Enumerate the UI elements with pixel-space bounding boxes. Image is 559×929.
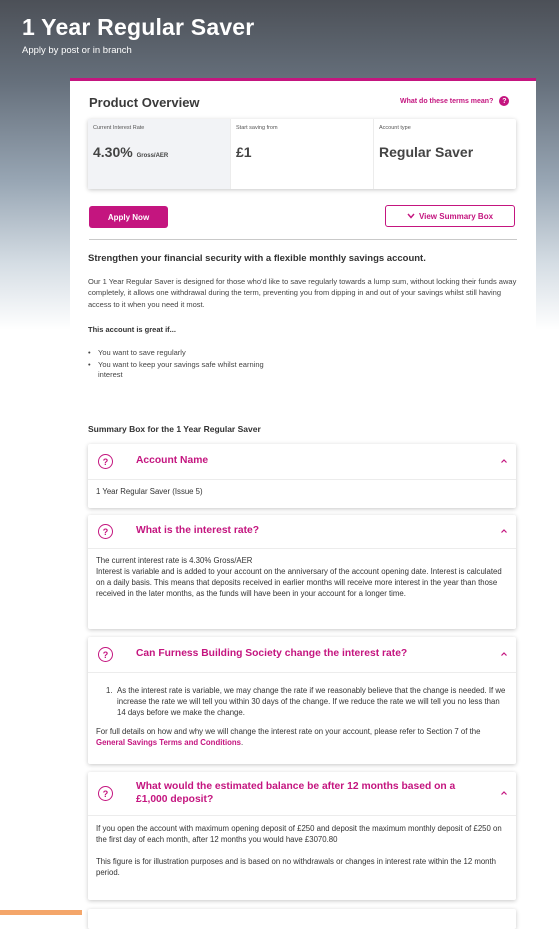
chevron-up-icon: [500, 650, 508, 658]
question-circle-icon: ?: [98, 786, 113, 801]
accordion-text: If you open the account with maximum opening deposit of £250 and deposit the maximum monthly deposit of £250 on the first day of each month, after 12 months you would have £3070.80: [96, 824, 502, 844]
general-terms-link[interactable]: General Savings Terms and Conditions: [96, 738, 241, 747]
accordion-header[interactable]: [88, 515, 516, 549]
description-lead: Strengthen your financial security with a flexible monthly savings account.: [88, 253, 426, 264]
terms-help-label: What do these terms mean?: [400, 97, 494, 105]
question-circle-icon: ?: [98, 647, 113, 662]
rate-box-value: £1: [236, 144, 252, 160]
interest-rate-value: 4.30%: [93, 144, 133, 160]
numbered-item: [96, 685, 508, 718]
list-item: • You want to save regularly: [88, 348, 288, 358]
accordion-title: Can Furness Building Society change the interest rate?: [136, 648, 408, 659]
question-circle-icon: ?: [499, 96, 509, 106]
view-summary-box-button[interactable]: [385, 205, 515, 227]
question-circle-icon: ?: [98, 524, 113, 539]
accordion-interest-rate: [88, 515, 516, 629]
great-if-heading: This account is great if...: [88, 325, 176, 334]
accordion-estimated-balance: [88, 772, 516, 900]
accordion-header[interactable]: [88, 637, 516, 673]
accordion-text: As the interest rate is variable, we may change the rate if we reasonably believe that the change is needed. If we increase the rate we will tell you within 30 days of the change. If we reduce the rate we will tell you no less than 14 days before we make the change.: [117, 686, 506, 717]
product-card: [70, 78, 536, 915]
rate-box-label: Current Interest Rate: [93, 125, 145, 131]
accordion-header[interactable]: [88, 444, 516, 480]
rate-box-account-type: [374, 119, 516, 189]
page-title: 1 Year Regular Saver: [22, 14, 255, 40]
interest-rate-suffix: Gross/AER: [136, 153, 169, 159]
question-circle-icon: ?: [98, 454, 113, 469]
page-subtitle: Apply by post or in branch: [22, 45, 132, 56]
accordion-title: Account Name: [136, 455, 209, 466]
chevron-down-icon: [407, 213, 415, 219]
rate-box-value: [93, 144, 168, 160]
accordion-text: The current interest rate is 4.30% Gross/AER: [96, 556, 253, 565]
product-overview-title: Product Overview: [89, 95, 200, 110]
accordion-body: [88, 480, 516, 497]
accordion-title: What is the interest rate?: [136, 525, 260, 536]
accordion-text: Interest is variable and is added to your account on the anniversary of the account opening date. Interest is calculated on a daily basis. This means that deposits received in earlier months will receive more interest in the year than those received in the later months, as the funds will have been in your account for a longer time.: [96, 567, 502, 598]
accordion-text: [96, 726, 508, 748]
accordion-text: This figure is for illustration purposes and is based on no withdrawals or changes in interest rate within the 12 month period.: [96, 857, 497, 877]
accordion-title: What would the estimated balance be after 12 months based on a £1,000 deposit?: [136, 781, 456, 805]
accordion-next: [88, 909, 516, 929]
accordion-text: 1 Year Regular Saver (Issue 5): [96, 487, 203, 496]
accordion-body: [88, 673, 516, 748]
accordion-header[interactable]: [88, 772, 516, 816]
list-item: • You want to keep your savings safe whilst earning interest: [88, 360, 288, 380]
benefits-list: [88, 348, 288, 382]
terms-help-link[interactable]: [400, 96, 509, 106]
chevron-up-icon: [500, 527, 508, 535]
rate-summary: [88, 119, 516, 189]
chevron-up-icon: [500, 789, 508, 797]
rate-box-label: Account type: [379, 125, 411, 131]
terms-ref-end: .: [241, 738, 244, 747]
accordion-change-rate: [88, 637, 516, 764]
numbered-item-marker: 1.: [106, 686, 113, 695]
accordion-body: [88, 816, 516, 878]
accordion-body: [88, 549, 516, 599]
apply-now-button[interactable]: Apply Now: [89, 206, 168, 228]
divider: [89, 239, 517, 240]
rate-box-interest: [88, 119, 231, 189]
rate-box-start: [231, 119, 374, 189]
rate-box-label: Start saving from: [236, 125, 278, 131]
description-intro: Our 1 Year Regular Saver is designed for those who'd like to save regularly towards a lump sum, without locking their funds away completely, it allows one withdrawal during the term, preventing you from dipping in and out of your savings whilst still having access to it when you need it most.: [88, 277, 517, 309]
terms-ref-text: For full details on how and why we will change the interest rate on your account, please refer to Section 7 of the: [96, 727, 481, 736]
accordion-account-name: [88, 444, 516, 508]
rate-box-value: Regular Saver: [379, 144, 474, 160]
chevron-up-icon: [500, 457, 508, 465]
summary-box-title: Summary Box for the 1 Year Regular Saver: [88, 424, 261, 434]
view-summary-box-label: View Summary Box: [418, 211, 494, 221]
footer-strip: [0, 910, 82, 915]
